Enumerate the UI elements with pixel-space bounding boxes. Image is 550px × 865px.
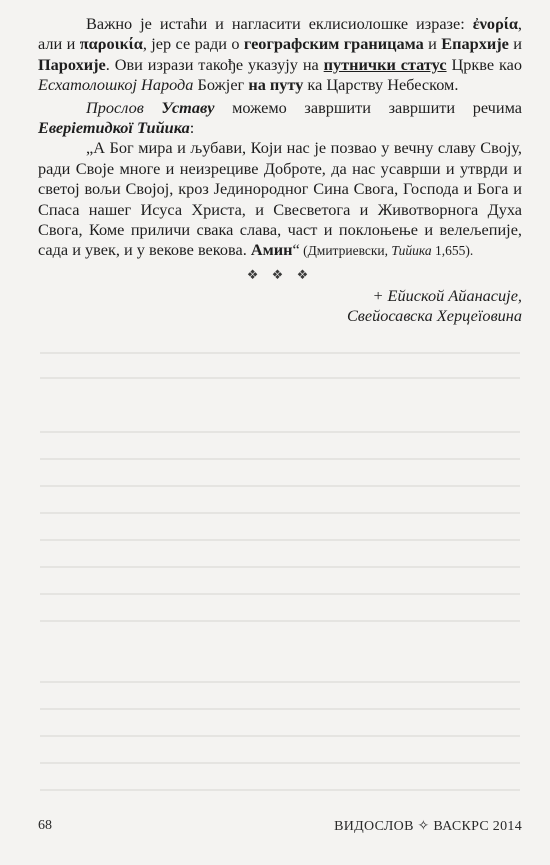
term-parish: Парохије: [38, 54, 106, 74]
greek-term-enoria: ἐνορία: [472, 14, 518, 33]
show-through-line: [40, 539, 520, 541]
citation-typikon: Тийика: [391, 243, 432, 259]
paragraph-1-text: , али и: [38, 14, 522, 54]
show-through-line: [40, 485, 520, 487]
paragraph-1-text: , јер се ради о: [142, 34, 244, 54]
citation-close: 1,655).: [431, 243, 474, 259]
paragraph-1-text: ка Царству Небеском.: [303, 75, 459, 95]
citation-open: (Дмитриевски,: [299, 243, 392, 259]
quote-amen: Амин: [250, 240, 293, 260]
paragraph-2-text: :: [189, 118, 195, 138]
term-eschatological-people: Есхатолошкој Народа: [38, 75, 194, 95]
paragraph-2-text: можемо завршити завршити речима: [214, 97, 523, 117]
main-text: [38, 14, 522, 326]
signature-line-2: Свейосавска Херцеїовина: [346, 306, 522, 326]
show-through-line: [40, 566, 520, 568]
signature-line-1: + Ейиской Айанасије,: [372, 286, 522, 306]
show-through-line: [40, 352, 520, 354]
term-geographic-borders: географским границама: [243, 34, 424, 54]
show-through-line: [40, 681, 520, 683]
citation: [300, 243, 474, 258]
quote-close: “: [292, 240, 300, 260]
show-through-line: [40, 593, 520, 595]
show-through-line: [40, 735, 520, 737]
term-constitution: Уставу: [161, 97, 215, 117]
show-through-line: [40, 620, 520, 622]
paragraph-2-text: Прослов: [86, 97, 162, 117]
show-through-line: [40, 431, 520, 433]
show-through-line: [40, 708, 520, 710]
term-eparchy: Епархије: [441, 34, 509, 54]
show-through-line: [40, 789, 520, 791]
show-through-line: [40, 377, 520, 379]
show-through-line: [40, 762, 520, 764]
paragraph-1-text: и: [508, 34, 523, 54]
page-number: 68: [38, 818, 52, 833]
term-on-the-way: на путу: [248, 75, 304, 95]
quote-paragraph: [38, 138, 522, 261]
paragraph-1-text: Божјег: [193, 75, 249, 95]
quote-text: „А Бог мира и љубави, Који нас је позвао у вечну славу Своју, ради Своје многе и неизрециве Доброте, да нас усаврши и утврди и светој вољи Својој, кроз Јединородног Сина Свога, Господа и Бога и Спаса нашег Исуса Христа, и Свесветога и Животворнога Духа Свога, Коме приличи свака слава, част и поклоњење и велељепије, сада и увек, и у векове векова.: [38, 138, 522, 260]
ornament-divider: ❖ ❖ ❖: [246, 266, 314, 282]
show-through-line: [40, 458, 520, 460]
show-through-line: [40, 512, 520, 514]
paragraph-1-text: Цркве као: [446, 54, 522, 74]
greek-term-paroikia: παροικία: [79, 34, 143, 54]
running-head: ВИДОСЛОВ ✧ ВАСКРС 2014: [334, 819, 522, 834]
paragraph-1: [38, 14, 522, 96]
paragraph-1-text: и: [423, 34, 442, 54]
page-footer: [38, 818, 522, 840]
paragraph-2: [38, 98, 522, 139]
term-typikon-title: Еверіетидкої Тийика: [38, 118, 190, 138]
paragraph-1-text: Важно је истаћи и нагласити еклисиолошке изразе:: [86, 14, 473, 33]
term-pilgrim-status: путнички статус: [323, 54, 447, 74]
paragraph-1-text: . Ови изрази такође указују на: [105, 54, 324, 74]
